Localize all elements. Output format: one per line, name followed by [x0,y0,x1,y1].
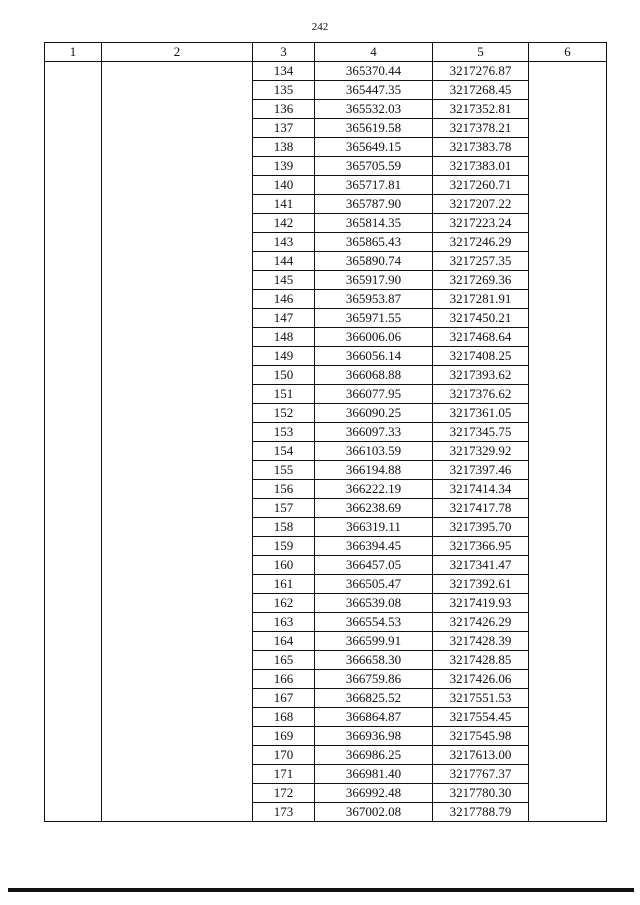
point-number-cell: 152 [253,404,315,423]
point-number-cell: 159 [253,537,315,556]
y-coordinate-cell: 3217383.78 [433,138,529,157]
x-coordinate-cell: 365705.59 [315,157,433,176]
y-coordinate-cell: 3217376.62 [433,385,529,404]
y-coordinate-cell: 3217392.61 [433,575,529,594]
point-number-cell: 146 [253,290,315,309]
y-coordinate-cell: 3217426.06 [433,670,529,689]
y-coordinate-cell: 3217341.47 [433,556,529,575]
y-coordinate-cell: 3217788.79 [433,803,529,822]
point-number-cell: 151 [253,385,315,404]
x-coordinate-cell: 366825.52 [315,689,433,708]
point-number-cell: 173 [253,803,315,822]
bottom-rule [8,888,634,892]
x-coordinate-cell: 366992.48 [315,784,433,803]
y-coordinate-cell: 3217345.75 [433,423,529,442]
y-coordinate-cell: 3217246.29 [433,233,529,252]
point-number-cell: 147 [253,309,315,328]
point-number-cell: 141 [253,195,315,214]
x-coordinate-cell: 366222.19 [315,480,433,499]
x-coordinate-cell: 366006.06 [315,328,433,347]
y-coordinate-cell: 3217613.00 [433,746,529,765]
y-coordinate-cell: 3217408.25 [433,347,529,366]
point-number-cell: 169 [253,727,315,746]
point-number-cell: 162 [253,594,315,613]
x-coordinate-cell: 365814.35 [315,214,433,233]
x-coordinate-cell: 366103.59 [315,442,433,461]
y-coordinate-cell: 3217414.34 [433,480,529,499]
point-number-cell: 144 [253,252,315,271]
x-coordinate-cell: 365971.55 [315,309,433,328]
x-coordinate-cell: 366554.53 [315,613,433,632]
column-header-4: 4 [315,43,433,62]
y-coordinate-cell: 3217551.53 [433,689,529,708]
column-header-2: 2 [102,43,253,62]
y-coordinate-cell: 3217395.70 [433,518,529,537]
column-2-cell [102,62,253,822]
point-number-cell: 154 [253,442,315,461]
column-header-6: 6 [529,43,607,62]
column-header-5: 5 [433,43,529,62]
point-number-cell: 165 [253,651,315,670]
point-number-cell: 170 [253,746,315,765]
x-coordinate-cell: 366056.14 [315,347,433,366]
x-coordinate-cell: 365447.35 [315,81,433,100]
y-coordinate-cell: 3217260.71 [433,176,529,195]
x-coordinate-cell: 366599.91 [315,632,433,651]
x-coordinate-cell: 365649.15 [315,138,433,157]
page-number: 242 [311,21,329,33]
point-number-cell: 142 [253,214,315,233]
point-number-cell: 157 [253,499,315,518]
x-coordinate-cell: 366986.25 [315,746,433,765]
point-number-cell: 164 [253,632,315,651]
y-coordinate-cell: 3217419.93 [433,594,529,613]
column-1-cell [45,62,102,822]
x-coordinate-cell: 365717.81 [315,176,433,195]
point-number-cell: 145 [253,271,315,290]
y-coordinate-cell: 3217223.24 [433,214,529,233]
table-row [45,62,607,81]
y-coordinate-cell: 3217545.98 [433,727,529,746]
y-coordinate-cell: 3217383.01 [433,157,529,176]
y-coordinate-cell: 3217417.78 [433,499,529,518]
y-coordinate-cell: 3217426.29 [433,613,529,632]
y-coordinate-cell: 3217281.91 [433,290,529,309]
y-coordinate-cell: 3217269.36 [433,271,529,290]
y-coordinate-cell: 3217554.45 [433,708,529,727]
x-coordinate-cell: 366981.40 [315,765,433,784]
y-coordinate-cell: 3217393.62 [433,366,529,385]
y-coordinate-cell: 3217397.46 [433,461,529,480]
x-coordinate-cell: 366090.25 [315,404,433,423]
y-coordinate-cell: 3217276.87 [433,62,529,81]
y-coordinate-cell: 3217378.21 [433,119,529,138]
y-coordinate-cell: 3217207.22 [433,195,529,214]
point-number-cell: 163 [253,613,315,632]
point-number-cell: 136 [253,100,315,119]
y-coordinate-cell: 3217468.64 [433,328,529,347]
y-coordinate-cell: 3217767.37 [433,765,529,784]
y-coordinate-cell: 3217450.21 [433,309,529,328]
x-coordinate-cell: 366238.69 [315,499,433,518]
x-coordinate-cell: 365532.03 [315,100,433,119]
x-coordinate-cell: 366658.30 [315,651,433,670]
y-coordinate-cell: 3217352.81 [433,100,529,119]
point-number-cell: 171 [253,765,315,784]
x-coordinate-cell: 366319.11 [315,518,433,537]
x-coordinate-cell: 366457.05 [315,556,433,575]
column-6-cell [529,62,607,822]
x-coordinate-cell: 367002.08 [315,803,433,822]
point-number-cell: 168 [253,708,315,727]
point-number-cell: 155 [253,461,315,480]
x-coordinate-cell: 366394.45 [315,537,433,556]
point-number-cell: 161 [253,575,315,594]
coordinates-table [44,42,607,822]
y-coordinate-cell: 3217780.30 [433,784,529,803]
column-header-3: 3 [253,43,315,62]
x-coordinate-cell: 366505.47 [315,575,433,594]
point-number-cell: 148 [253,328,315,347]
x-coordinate-cell: 366864.87 [315,708,433,727]
x-coordinate-cell: 366097.33 [315,423,433,442]
point-number-cell: 140 [253,176,315,195]
point-number-cell: 158 [253,518,315,537]
point-number-cell: 134 [253,62,315,81]
point-number-cell: 156 [253,480,315,499]
x-coordinate-cell: 365787.90 [315,195,433,214]
y-coordinate-cell: 3217257.35 [433,252,529,271]
y-coordinate-cell: 3217428.85 [433,651,529,670]
x-coordinate-cell: 366068.88 [315,366,433,385]
x-coordinate-cell: 365865.43 [315,233,433,252]
point-number-cell: 166 [253,670,315,689]
point-number-cell: 135 [253,81,315,100]
y-coordinate-cell: 3217329.92 [433,442,529,461]
point-number-cell: 139 [253,157,315,176]
x-coordinate-cell: 366077.95 [315,385,433,404]
point-number-cell: 137 [253,119,315,138]
column-header-1: 1 [45,43,102,62]
y-coordinate-cell: 3217361.05 [433,404,529,423]
x-coordinate-cell: 366759.86 [315,670,433,689]
y-coordinate-cell: 3217366.95 [433,537,529,556]
x-coordinate-cell: 365619.58 [315,119,433,138]
x-coordinate-cell: 366539.08 [315,594,433,613]
point-number-cell: 138 [253,138,315,157]
x-coordinate-cell: 366936.98 [315,727,433,746]
y-coordinate-cell: 3217268.45 [433,81,529,100]
point-number-cell: 143 [253,233,315,252]
x-coordinate-cell: 365917.90 [315,271,433,290]
x-coordinate-cell: 365370.44 [315,62,433,81]
table-body [45,62,607,822]
y-coordinate-cell: 3217428.39 [433,632,529,651]
x-coordinate-cell: 365890.74 [315,252,433,271]
point-number-cell: 150 [253,366,315,385]
point-number-cell: 160 [253,556,315,575]
x-coordinate-cell: 365953.87 [315,290,433,309]
point-number-cell: 167 [253,689,315,708]
point-number-cell: 172 [253,784,315,803]
table-header-row [45,43,607,62]
point-number-cell: 153 [253,423,315,442]
point-number-cell: 149 [253,347,315,366]
x-coordinate-cell: 366194.88 [315,461,433,480]
